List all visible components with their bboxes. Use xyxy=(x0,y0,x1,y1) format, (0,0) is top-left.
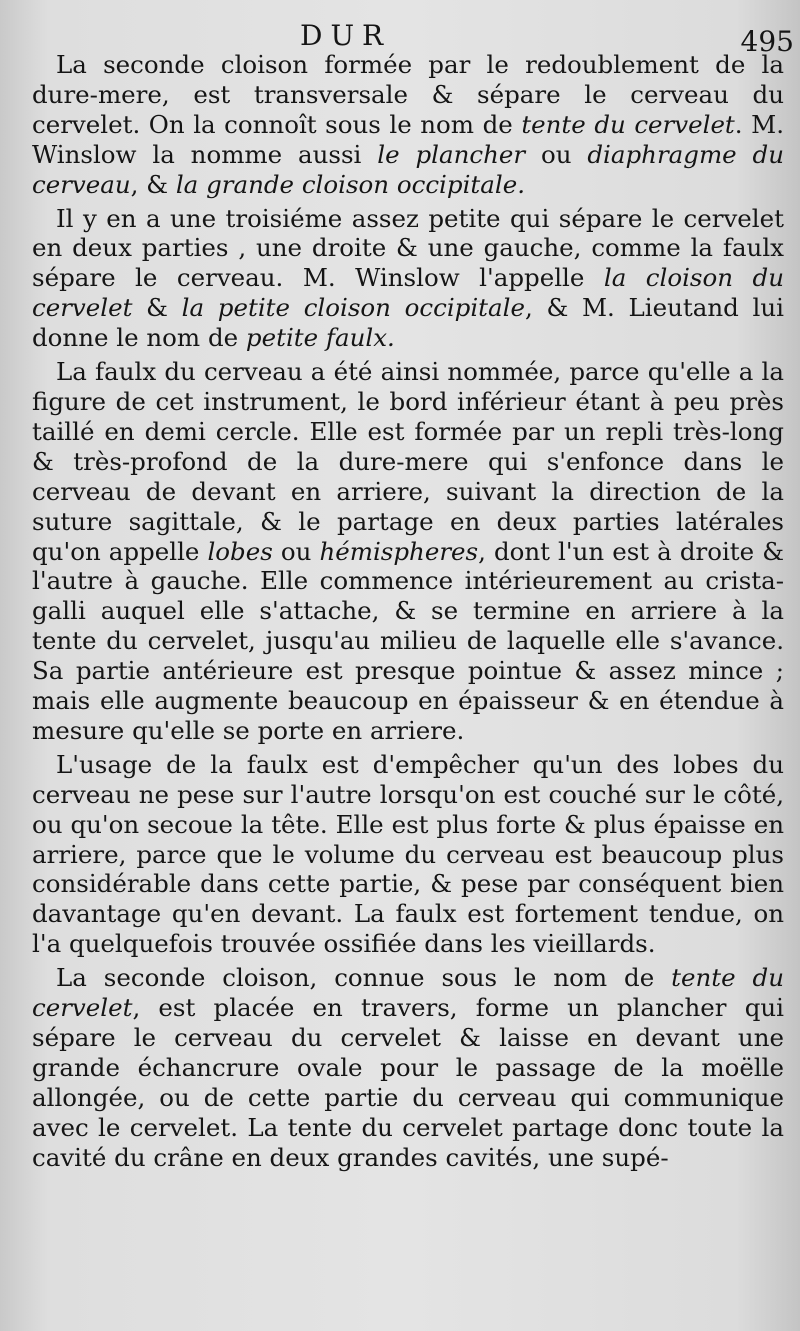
text-run: ou xyxy=(272,536,320,566)
italic-term: la petite cloison occipitale xyxy=(181,293,525,323)
text-run: La seconde cloison, connue sous le nom de xyxy=(56,963,672,993)
text-run: La faulx du cerveau a été ainsi nommée, parce qu'elle a la figure de cet instrument, le bord inférieur étant à peu près taillé en demi cercle. Elle est formée par un repli très-long & très-profond de la dure-mere qui s'enfonce dans le cerveau de devant en arriere, suivant la direction de la suture sagittale, & le partage en deux parties latérales qu'on appelle xyxy=(32,357,784,566)
text-run: , & M. Lieutand lui donne le nom de xyxy=(32,293,784,353)
paragraph xyxy=(32,357,784,746)
italic-term: le plancher xyxy=(377,139,526,169)
italic-term: tente du cervelet xyxy=(32,963,785,1023)
italic-term: la grande cloison occipitale. xyxy=(175,169,525,199)
paragraph xyxy=(32,50,784,200)
paragraph xyxy=(32,750,784,959)
text-run: , & xyxy=(130,169,176,199)
paragraph xyxy=(32,204,784,354)
paragraph xyxy=(32,963,784,1172)
text-run: ou xyxy=(525,139,588,169)
page-header xyxy=(0,18,800,58)
text-run: & xyxy=(132,293,182,323)
text-run: Il y en a une troisiéme assez petite qui sépare le cervelet en deux parties , une droite & une gauche, comme la faulx sépare le cerveau. M. Winslow l'appelle xyxy=(32,203,784,293)
italic-term: lobes xyxy=(207,536,273,566)
page-number: 495 xyxy=(740,25,794,58)
body-text xyxy=(32,50,784,1173)
italic-term: hémispheres xyxy=(319,536,479,566)
text-run: , dont l'un est à droite & l'autre à gauche. Elle commence intérieurement au crista-galli auquel elle s'attache, & se termine en arriere à la tente du cervelet, jusqu'au milieu de laquelle elle s'avance. Sa partie antérieure est presque pointue & assez mince ; mais elle augmente beaucoup en épaisseur & en étendue à mesure qu'elle se porte en arriere. xyxy=(32,536,784,745)
text-run: La seconde cloison formée par le redoublement de la dure-mere, est transversale & sépare le cerveau du cervelet. On la connoît sous le nom de xyxy=(32,50,784,139)
italic-term: la cloison du cervelet xyxy=(32,263,784,323)
italic-term: diaphragme du cerveau xyxy=(32,139,785,199)
running-head: DUR xyxy=(300,19,392,52)
text-run: . M. Winslow la nomme aussi xyxy=(32,109,785,169)
text-run: , est placée en travers, forme un plancher qui sépare le cerveau du cervelet & laisse en devant une grande échancrure ovale pour le passage de la moëlle allongée, ou de cette partie du cerveau qui communique avec le cervelet. La tente du cervelet partage donc toute la cavité du crâne en deux grandes cavités, une supé- xyxy=(32,993,784,1172)
italic-term: tente du cervelet xyxy=(521,109,735,139)
italic-term: petite faulx. xyxy=(245,323,395,353)
text-run: L'usage de la faulx est d'empêcher qu'un des lobes du cerveau ne pese sur l'autre lorsqu'on est couché sur le côté, ou qu'on secoue la tête. Elle est plus forte & plus épaisse en arriere, parce que le volume du cerveau est beaucoup plus considérable dans cette partie, & pese par conséquent bien davantage qu'en devant. La faulx est fortement tendue, on l'a quelquefois trouvée ossifiée dans les vieillards. xyxy=(32,749,784,959)
